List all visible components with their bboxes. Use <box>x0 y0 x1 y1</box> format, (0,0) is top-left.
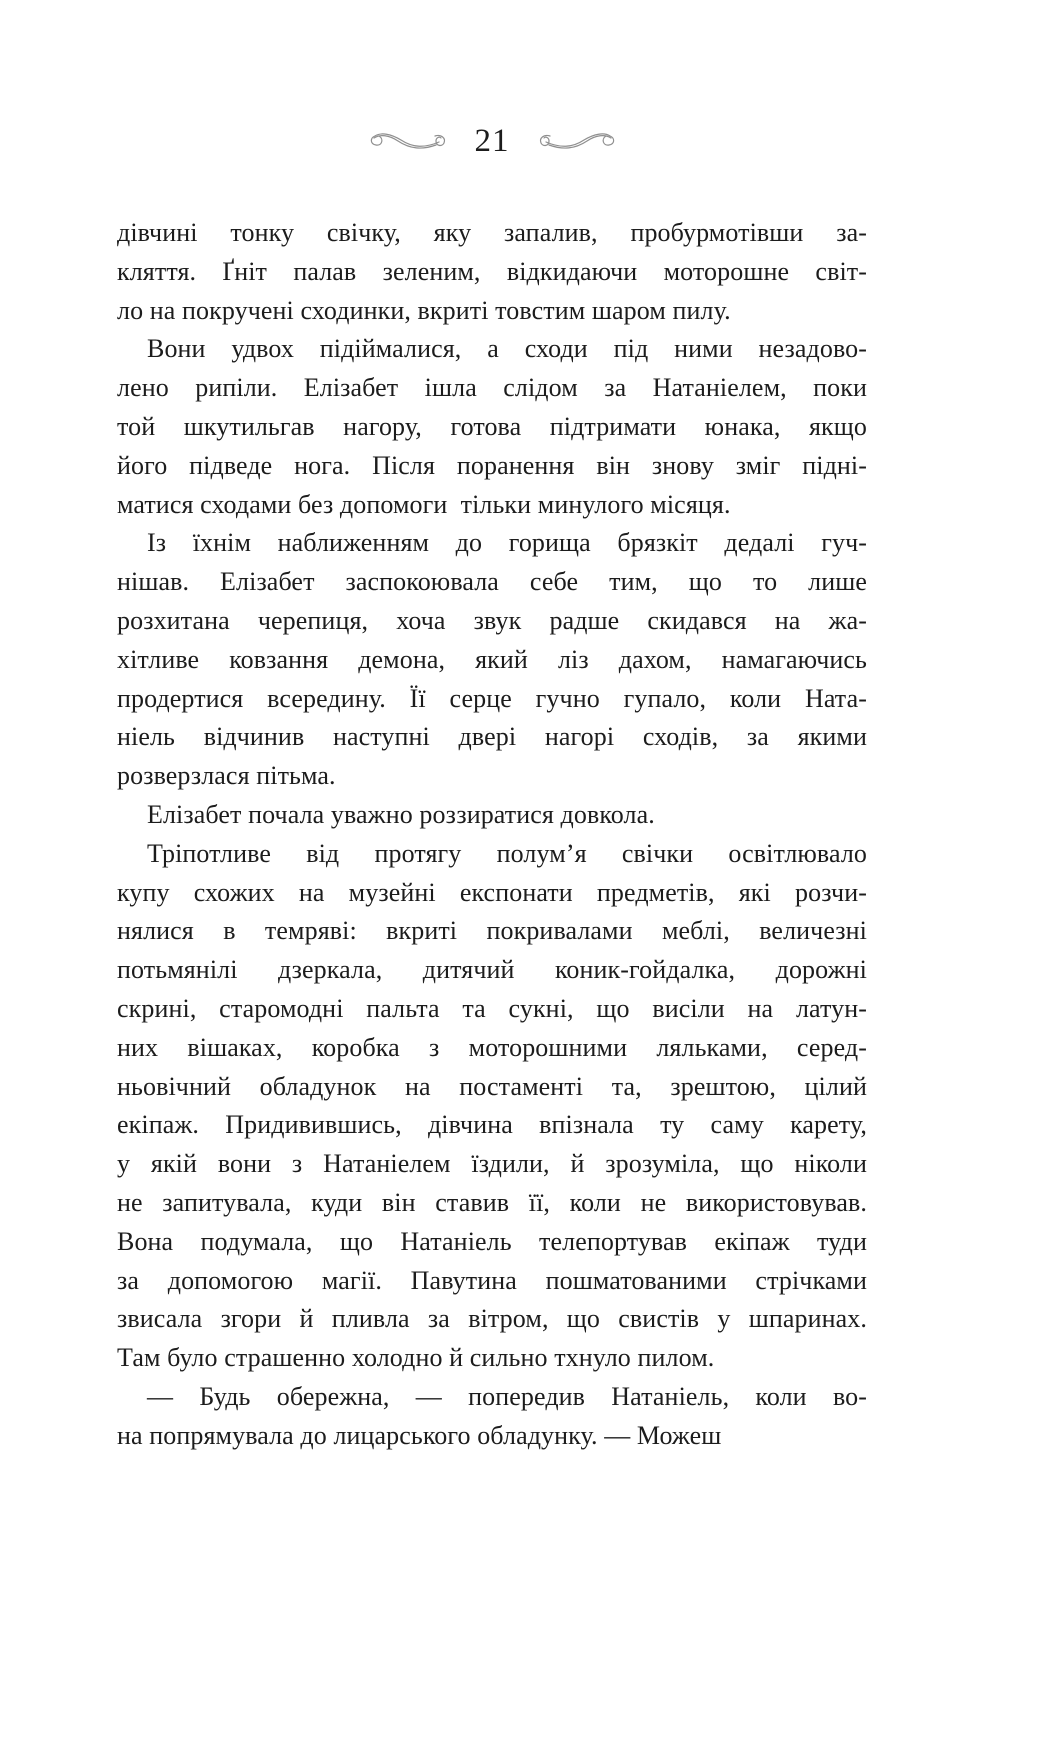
paragraph <box>117 835 867 1378</box>
text-line: купу схожих на музейні експонати предметів, які розчи- <box>117 877 867 907</box>
text-line: кляття. Ґніт палав зеленим, відкидаючи моторошне світ- <box>117 256 867 286</box>
text-line: Вона подумала, що Натаніель телепортував екіпаж туди <box>117 1226 867 1256</box>
text-line: у якій вони з Натаніелем їздили, й зрозуміла, що ніколи <box>117 1149 867 1179</box>
page-header <box>117 122 867 160</box>
text-line: Там було страшенно холодно й сильно тхнуло пилом. <box>117 1343 715 1373</box>
text-line: за допомогою магії. Павутина пошматованими стрічками <box>117 1265 867 1295</box>
text-line: Вони удвох підіймалися, а сходи під ними незадово- <box>147 334 867 364</box>
text-line: ньовічний обладунок на постаменті та, зрештою, цілий <box>117 1071 867 1101</box>
paragraph <box>117 796 867 835</box>
paragraph <box>117 524 867 796</box>
paragraph <box>117 330 867 524</box>
text-line: не запитувала, куди він ставив її, коли не використовував. <box>117 1187 867 1217</box>
text-line: на попрямувала до лицарського обладунку. — Можеш <box>117 1420 722 1450</box>
text-line: звисала згори й пливла за вітром, що свистів у шпаринах. <box>117 1304 867 1334</box>
page-number: 21 <box>474 123 510 159</box>
page-text <box>117 214 867 1456</box>
flourish-left-icon <box>369 127 449 155</box>
text-line: матися сходами без допомоги тільки минулого місяця. <box>117 489 731 519</box>
text-line: його підведе нога. Після поранення він знову зміг підні- <box>117 450 867 480</box>
text-line: екіпаж. Придивившись, дівчина впізнала ту саму карету, <box>117 1110 867 1140</box>
text-line: розхитана черепиця, хоча звук радше скидався на жа- <box>117 605 867 635</box>
text-line: Із їхнім наближенням до горища брязкіт дедалі гуч- <box>147 528 867 558</box>
text-line: дівчині тонку свічку, яку запалив, пробурмотівши за- <box>117 218 867 247</box>
text-line: розверзлася пітьма. <box>117 761 336 791</box>
text-line: продертися всередину. Її серце гучно гупало, коли Ната- <box>117 683 867 713</box>
text-line: Тріпотливе від протягу полум’я свічки освітлювало <box>147 838 867 868</box>
text-line: ло на покручені сходинки, вкриті товстим шаром пилу. <box>117 295 731 325</box>
text-line: лено рипіли. Елізабет ішла слідом за Натаніелем, поки <box>117 373 867 403</box>
text-line: них вішаках, коробка з моторошними ляльками, серед- <box>117 1032 867 1062</box>
paragraph <box>117 1378 867 1456</box>
text-line: потьмянілі дзеркала, дитячий коник-гойдалка, дорожні <box>117 955 867 985</box>
text-line: той шкутильгав нагору, готова підтримати юнака, якщо <box>117 411 867 441</box>
book-page <box>0 122 1040 1752</box>
text-line: Елізабет почала уважно роззиратися довкола. <box>147 799 655 829</box>
flourish-right-icon <box>536 127 616 155</box>
text-line: нішав. Елізабет заспокоювала себе тим, що то лише <box>117 567 867 597</box>
text-line: хітливе ковзання демона, який ліз дахом, намагаючись <box>117 644 867 674</box>
text-line: — Будь обережна, — попередив Натаніель, коли во- <box>147 1381 867 1411</box>
text-line: ніель відчинив наступні двері нагорі сходів, за якими <box>117 722 867 752</box>
text-line: нялися в темряві: вкриті покривалами меблі, величезні <box>117 916 867 946</box>
paragraph <box>117 214 867 330</box>
text-line: скрині, старомодні пальта та сукні, що висіли на латун- <box>117 993 867 1023</box>
